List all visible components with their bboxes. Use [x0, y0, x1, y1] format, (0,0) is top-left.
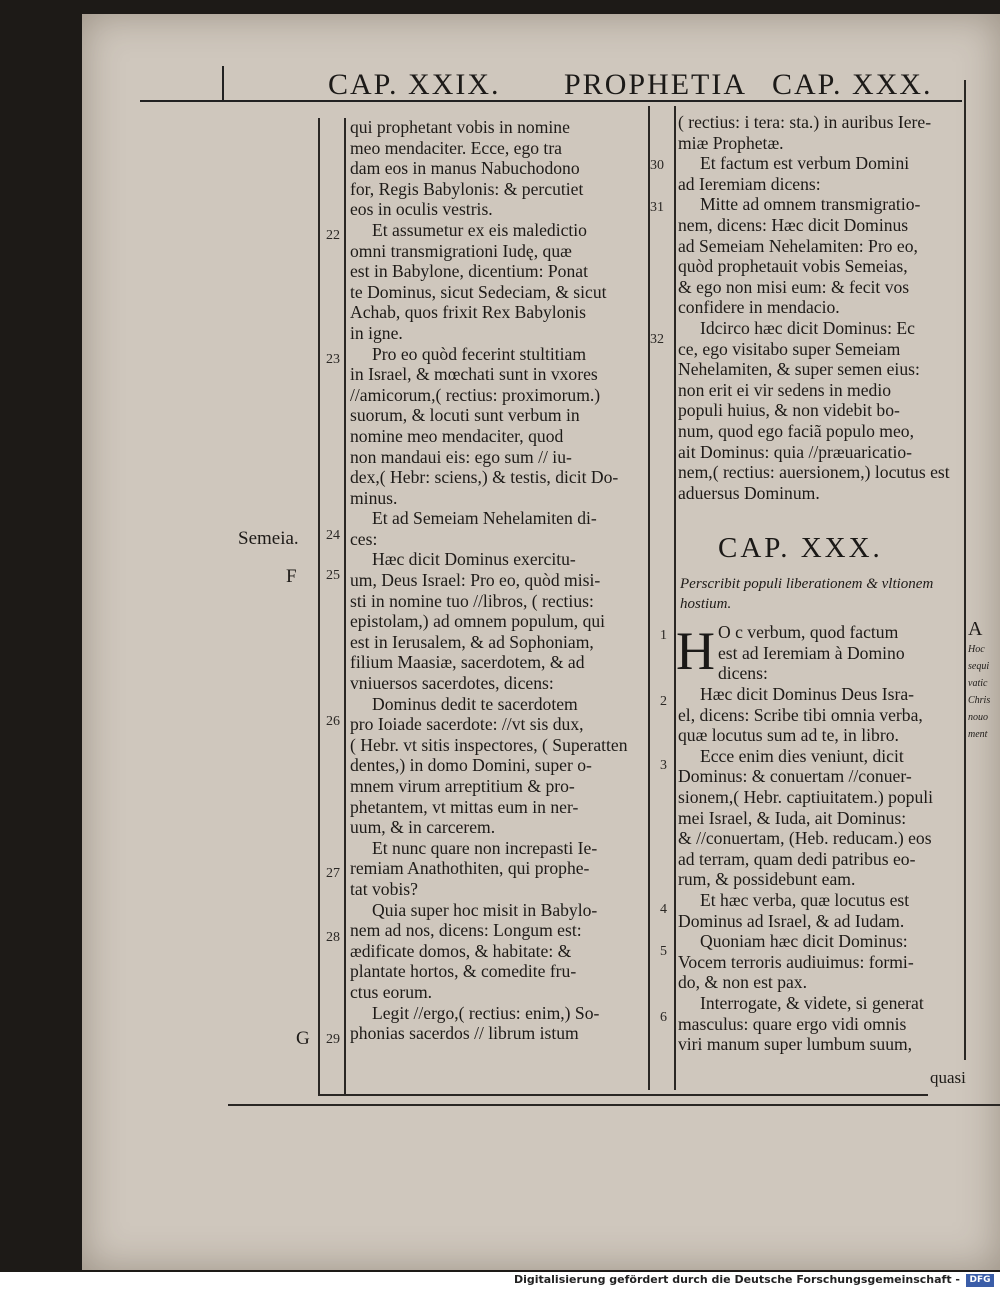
verse-number: 2	[660, 694, 667, 709]
text-line: Interrogate, & videte, si generat	[700, 992, 924, 1013]
margin-label-f: F	[286, 566, 297, 587]
text-line: ædificate domos, & habitate: &	[350, 940, 572, 961]
text-line: non mandaui eis: ego sum // iu-	[350, 446, 572, 467]
dfg-logo[interactable]: DFG	[966, 1274, 994, 1287]
text-line: & //conuertam, (Heb. reducam.) eos	[678, 828, 932, 849]
margin-label-semeia: Semeia.	[238, 528, 299, 549]
verse-number: 24	[326, 528, 340, 543]
text-line: rum, & possidebunt eam.	[678, 869, 856, 890]
text-line: dicens:	[718, 663, 768, 684]
text-line: ces:	[350, 528, 378, 549]
text-line: epistolam,) ad omnem populum, qui	[350, 611, 606, 632]
side-note-line: vatic	[968, 678, 988, 689]
text-line: Dominus dedit te sacerdotem	[372, 693, 578, 714]
text-line: um, Deus Israel: Pro eo, quòd misi-	[350, 570, 601, 591]
verse-number: 6	[660, 1010, 667, 1025]
text-line: nem ad nos, dicens: Longum est:	[350, 920, 582, 941]
text-line: miæ Prophetæ.	[678, 132, 784, 153]
text-line: quæ locutus sum ad te, in libro.	[678, 725, 899, 746]
text-line: vniuersos sacerdotes, dicens:	[350, 673, 554, 694]
catchword: quasi	[930, 1068, 966, 1087]
left-text-column	[350, 117, 646, 1044]
text-line: nem, dicens: Hæc dicit Dominus	[678, 214, 909, 235]
text-line: ad Semeiam Nehelamiten: Pro eo,	[678, 235, 918, 256]
text-line: sti in nomine tuo //libros, ( rectius:	[350, 590, 594, 611]
text-line: tat vobis?	[350, 878, 418, 899]
side-note-line: Hoc	[968, 644, 985, 655]
text-line: confidere in mendacio.	[678, 297, 840, 318]
text-line: quòd prophetauit vobis Semeias,	[678, 256, 908, 277]
digitization-footer	[0, 1272, 1000, 1290]
text-line: Et ad Semeiam Nehelamiten di-	[372, 508, 597, 529]
text-line: ad terram, quam dedi patribus eo-	[678, 848, 916, 869]
text-line: masculus: quare ergo vidi omnis	[678, 1013, 907, 1034]
side-note	[968, 618, 1000, 743]
text-line: aduersus Dominum.	[678, 482, 820, 503]
text-line: pro Ioiade sacerdote: //vt sis dux,	[350, 714, 584, 735]
left-margin-rule	[318, 118, 320, 1096]
text-line: in igne.	[350, 322, 403, 343]
text-line: Et assumetur ex eis maledictio	[372, 219, 587, 240]
header-right-chapter: CAP. XXX.	[772, 68, 933, 101]
running-header	[222, 66, 966, 102]
chapter-summary: Perscribit populi liberationem & vltionem hostium.	[680, 576, 934, 612]
text-line: dam eos in manus Nabuchodono	[350, 158, 580, 179]
text-line: Hæc dicit Dominus Deus Isra-	[700, 684, 915, 704]
side-note-line: Chris	[968, 695, 991, 706]
text-line: meo mendaciter. Ecce, ego tra	[350, 137, 562, 158]
text-line: ce, ego visitabo super Semeiam	[678, 338, 901, 359]
text-line: uum, & in carcerem.	[350, 817, 496, 838]
text-line: sionem,( Hebr. captiuitatem.) populi	[678, 786, 934, 807]
text-line: suorum, & locuti sunt verbum in	[350, 405, 580, 426]
verse-number: 29	[326, 1032, 340, 1047]
verse-number: 26	[326, 714, 340, 729]
text-line: Idcirco hæc dicit Dominus: Ec	[700, 317, 915, 338]
right-text-column-top	[678, 112, 964, 503]
text-line: minus.	[350, 487, 398, 508]
side-note-letter: A	[968, 618, 983, 640]
text-line: ait Dominus: quia //præuaricatio-	[678, 441, 913, 462]
text-line: viri manum super lumbum suum,	[678, 1034, 913, 1055]
text-line: est in Ierusalem, & ad Sophoniam,	[350, 631, 594, 652]
right-text-column-dropcap-lines	[718, 622, 966, 684]
text-line: Achab, quos frixit Rex Babylonis	[350, 302, 587, 323]
text-line: ctus eorum.	[350, 981, 433, 1002]
verse-number: 25	[326, 568, 340, 583]
column-divider	[648, 106, 650, 1090]
text-line: in Israel, & mœchati sunt in vxores	[350, 364, 598, 385]
verse-number: 32	[650, 332, 664, 347]
text-line: est in Babylone, dicentium: Ponat	[350, 261, 588, 282]
text-line: for, Regis Babylonis: & percutiet	[350, 178, 584, 199]
text-line: dentes,) in domo Domini, super o-	[350, 755, 592, 776]
text-line: omni transmigrationi Iudę, quæ	[350, 240, 572, 261]
text-line: nomine meo mendaciter, quod	[350, 425, 564, 446]
text-line: mnem virum arreptitium & pro-	[350, 776, 575, 796]
text-line: plantate hortos, & comedite fru-	[350, 961, 577, 982]
header-rule	[140, 100, 962, 102]
text-line: est ad Ieremiam à Domino	[718, 642, 905, 663]
text-line: populi huius, & non videbit bo-	[678, 400, 900, 421]
text-line: remiam Anathothiten, qui prophe-	[350, 858, 590, 879]
text-line: nem,( rectius: auersionem,) locutus est	[678, 462, 950, 483]
footer-credit: Digitalisierung gefördert durch die Deutsche Forschungsgemeinschaft -	[513, 1273, 960, 1286]
text-line: & ego non misi eum: & fecit vos	[678, 276, 910, 297]
text-line: O c verbum, quod factum	[718, 622, 899, 642]
header-left-chapter: CAP. XXIX.	[328, 68, 501, 101]
text-line: te Dominus, sicut Sedeciam, & sicut	[350, 281, 607, 302]
right-text-column-bottom	[678, 684, 966, 1055]
text-line: qui prophetant vobis in nomine	[350, 117, 570, 137]
side-note-line: ment	[968, 729, 988, 740]
drop-cap: H	[676, 621, 715, 681]
text-line: ( rectius: i tera: sta.) in auribus Iere-	[678, 112, 932, 132]
side-note-line: sequi	[968, 661, 990, 672]
verse-number: 30	[650, 158, 664, 173]
text-line: Et factum est verbum Domini	[700, 153, 910, 174]
text-line: filium Maasiæ, sacerdotem, & ad	[350, 652, 585, 673]
text-line: Legit //ergo,( rectius: enim,) So-	[372, 1002, 600, 1023]
verse-number: 22	[326, 228, 340, 243]
side-note-line: nouo	[968, 712, 988, 723]
text-line: Et nunc quare non increpasti Ie-	[372, 837, 598, 858]
verse-number: 4	[660, 902, 667, 917]
text-line: dex,( Hebr: sciens,) & testis, dicit Do-	[350, 467, 619, 488]
verse-number: 31	[650, 200, 664, 215]
text-line: Dominus: & conuertam //conuer-	[678, 766, 912, 787]
text-line: Nehelamiten, & super semen eius:	[678, 359, 920, 380]
text-line: //amicorum,( rectius: proximorum.)	[350, 384, 601, 405]
verse-number: 28	[326, 930, 340, 945]
text-line: Vocem terroris audiuimus: formi-	[678, 951, 914, 972]
text-line: el, dicens: Scribe tibi omnia verba,	[678, 704, 923, 725]
bottom-rule	[318, 1094, 928, 1096]
verse-number: 1	[660, 628, 667, 643]
verse-number: 3	[660, 758, 667, 773]
text-line: do, & non est pax.	[678, 972, 808, 993]
text-line: eos in oculis vestris.	[350, 199, 493, 220]
left-verse-rule	[344, 118, 346, 1096]
text-line: Hæc dicit Dominus exercitu-	[372, 549, 576, 570]
verse-number: 5	[660, 944, 667, 959]
verse-number: 23	[326, 352, 340, 367]
chapter-title: CAP. XXX.	[718, 532, 883, 564]
margin-label-g: G	[296, 1028, 310, 1049]
right-verse-rule	[674, 106, 676, 1090]
text-line: Mitte ad omnem transmigratio-	[700, 194, 921, 215]
verse-number: 27	[326, 866, 340, 881]
header-title: PROPHETIA	[564, 68, 748, 101]
page-bottom-rule	[228, 1104, 1000, 1106]
text-line: Et hæc verba, quæ locutus est	[700, 889, 910, 910]
text-line: phonias sacerdos // librum istum	[350, 1023, 579, 1044]
text-line: phetantem, vt mittas eum in ner-	[350, 796, 579, 817]
text-line: Dominus ad Israel, & ad Iudam.	[678, 910, 905, 931]
text-line: Quia super hoc misit in Babylo-	[372, 899, 598, 920]
text-line: mei Israel, & Iuda, ait Dominus:	[678, 807, 907, 828]
text-line: num, quod ego faciã populo meo,	[678, 420, 914, 441]
text-line: ad Ieremiam dicens:	[678, 173, 821, 194]
text-line: ( Hebr. vt sitis inspectores, ( Superatten	[350, 734, 628, 755]
text-line: non erit ei vir sedens in medio	[678, 379, 892, 400]
text-line: Quoniam hæc dicit Dominus:	[700, 931, 908, 952]
text-line: Pro eo quòd fecerint stultitiam	[372, 343, 587, 364]
text-line: Ecce enim dies veniunt, dicit	[700, 745, 904, 766]
